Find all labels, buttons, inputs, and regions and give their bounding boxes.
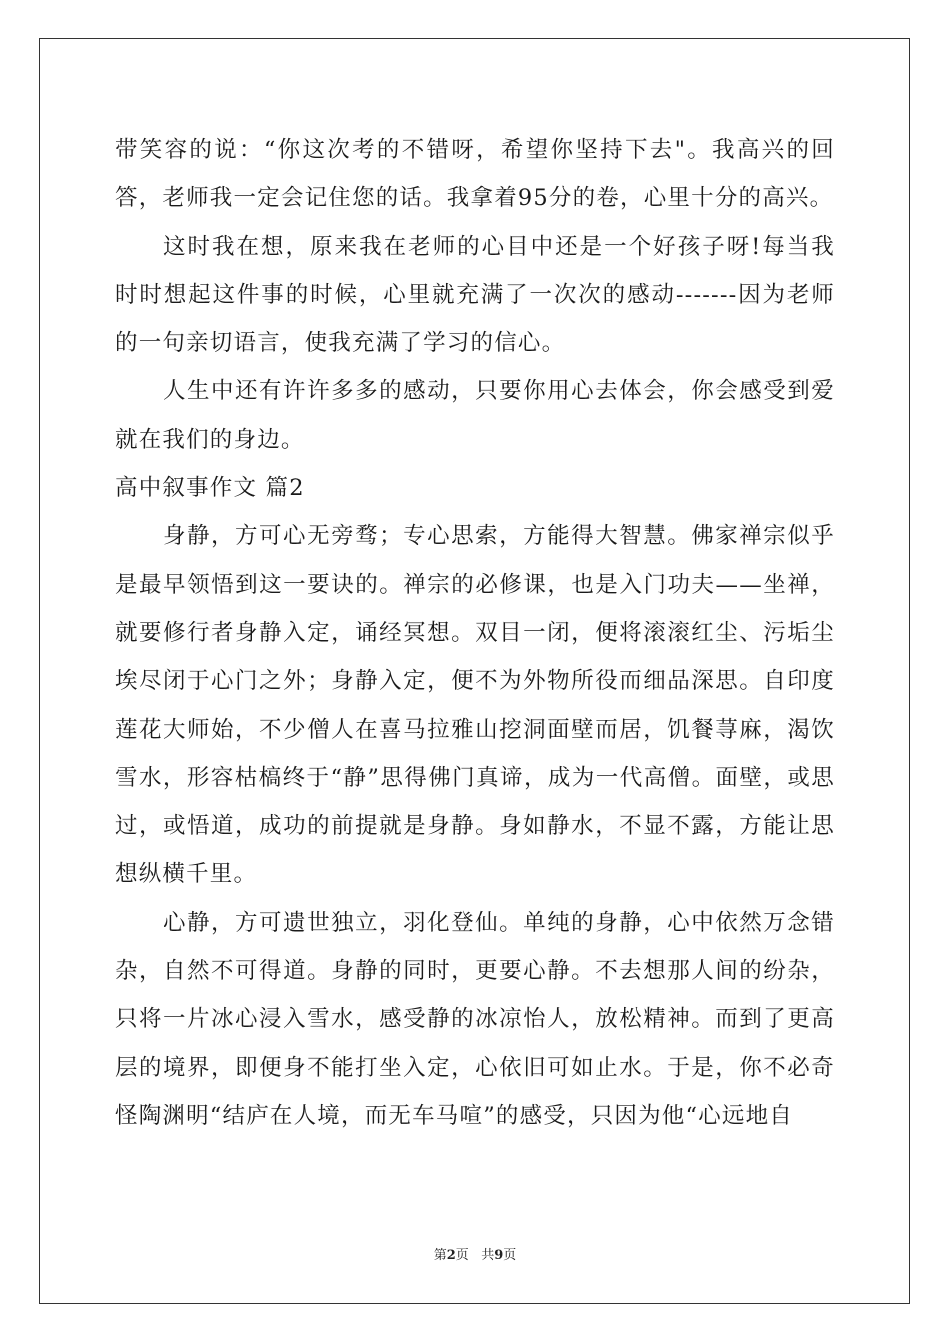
page-label-prefix: 第 [433,1248,447,1263]
section-heading: 高中叙事作文 篇2 [115,475,305,502]
paragraph: 带笑容的说：“你这次考的不错呀，希望你坚持下去"。我高兴的回答，老师我一定会记住您的话。我拿着95分的卷，心里十分的高兴。 [115,137,835,212]
total-page-number: 9 [494,1248,504,1263]
page-label-mid: 页 共 [455,1248,495,1263]
paragraph: 这时我在想，原来我在老师的心目中还是一个好孩子呀!每当我时时想起这件事的时候，心里就充满了一次次的感动-------因为老师的一句亲切语言，使我充满了学习的信心。 [115,233,835,357]
paragraph: 心静，方可遗世独立，羽化登仙。单纯的身静，心中依然万念错杂，自然不可得道。身静的同时，更要心静。不去想那人间的纷杂，只将一片冰心浸入雪水，感受静的冰凉怡人，放松精神。而到了更高层的境界，即便身不能打坐入定，心依旧可如止水。于是，你不必奇怪陶渊明“结庐在人境，而无车马喧”的感受，只因为他“心远地自 [115,909,835,1129]
page-footer [0,1247,950,1265]
paragraph: 身静，方可心无旁骛；专心思索，方能得大智慧。佛家禅宗似乎是最早领悟到这一要诀的。禅宗的必修课，也是入门功夫——坐禅，就要修行者身静入定，诵经冥想。双目一闭，便将滚滚红尘、污垢尘埃尽闭于心门之外；身静入定，便不为外物所役而细品深思。自印度莲花大师始，不少僧人在喜马拉雅山挖洞面壁而居，饥餐荨麻，渴饮雪水，形容枯槁终于“静”思得佛门真谛，成为一代高僧。面壁，或思过，或悟道，成功的前提就是身静。身如静水，不显不露，方能让思想纵横千里。 [115,523,835,888]
current-page-number: 2 [446,1248,456,1263]
paragraph: 人生中还有许许多多的感动，只要你用心去体会，你会感受到爱就在我们的身边。 [115,378,835,453]
document-body [115,126,835,1140]
page-label-suffix: 页 [503,1248,517,1263]
